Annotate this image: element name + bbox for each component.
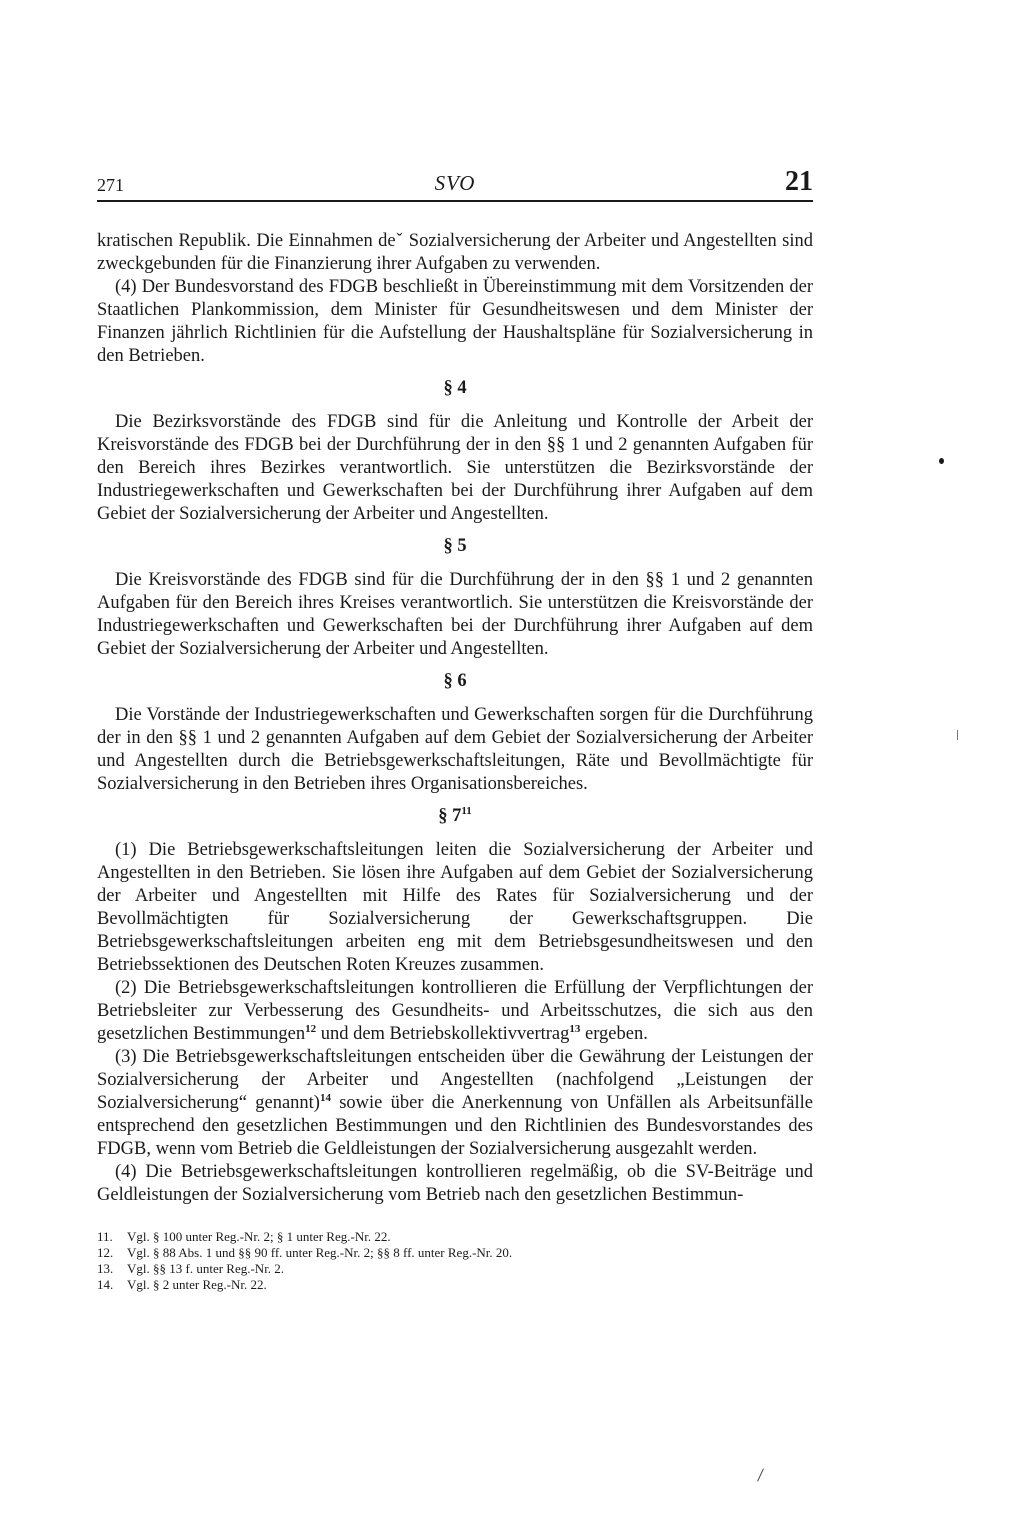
running-title: SVO <box>434 171 476 195</box>
footnote-ref-13: 13 <box>569 1022 581 1035</box>
page-header <box>97 160 813 202</box>
section-7-paragraph-1: (1) Die Betriebsgewerkschaftsleitungen leiten die Sozialversicherung der Arbeiter und Angestellten in den Betrieben. Sie lösen ihre Aufgaben auf dem Gebiet der Sozialversicherung der Arbeiter und Angestellten mit Hilfe des Rates für Sozialversicherung und der Bevollmächtigten für Sozialversicherung der Gewerkschaftsgruppen. Die Betriebsgewerkschaftsleitungen arbeiten eng mit dem Betriebsgesundheitswesen und den Betriebssektionen des Deutschen Roten Kreuzes zusammen. <box>97 840 813 975</box>
section-6-text: Die Vorstände der Industriegewerkschaften und Gewerkschaften sorgen für die Durchführung der in den §§ 1 und 2 genannten Aufgaben auf dem Gebiet der Sozialversicherung der Arbeiter und Angestellten durch die Betriebsgewerkschaftsleitungen, Räte und Bevollmächtigte für Sozialversicherung in den Betrieben ihres Organisationsbereiches. <box>97 705 813 794</box>
footnote-12 <box>97 1245 813 1261</box>
footnote-text: Vgl. § 2 unter Reg.-Nr. 22. <box>127 1277 267 1292</box>
document-page <box>97 160 813 1293</box>
page-number: 271 <box>97 175 124 195</box>
register-number: 21 <box>785 166 813 197</box>
section-7-p3-text-a: (3) Die Betriebsgewerkschaftsleitungen entscheiden über die Gewährung der Leistungen der Sozialversicherung der Arbeiter und Angestellten (nachfolgend „Leistungen der Sozialversicherung“ genannt) <box>97 1047 813 1113</box>
section-4-title: § 4 <box>443 378 467 398</box>
section-7-paragraph-3 <box>97 1046 813 1161</box>
section-7-p3-text-b: sowie über die Anerkennung von Unfällen als Arbeitsunfälle entsprechend den gesetzlichen Bestimmungen und den Richtlinien des Bundesvorstandes des FDGB, wenn vom Betrieb die Geldleistungen der Sozialversicherung ausgezahlt werden. <box>97 1093 813 1159</box>
footnotes <box>97 1229 813 1293</box>
paragraph-3-4: (4) Der Bundesvorstand des FDGB beschließt in Übereinstimmung mit dem Vorsitzenden der Staatlichen Plankommission, dem Minister für Gesundheitswesen und dem Minister der Finanzen jährlich Richtlinien für die Aufstellung der Haushaltspläne für Sozialversicherung in den Betrieben. <box>97 277 813 366</box>
section-5-text: Die Kreisvorstände des FDGB sind für die Durchführung der in den §§ 1 und 2 genannten Aufgaben für den Bereich ihres Kreises verantwortlich. Sie unterstützen die Kreisvorstände der Industriegewerkschaften und Gewerkschaften bei der Durchführung ihrer Aufgaben auf dem Gebiet der Sozialversicherung der Arbeiter und Angestellten. <box>97 570 813 659</box>
scan-tick-mark <box>957 730 958 740</box>
footnote-text: Vgl. § 88 Abs. 1 und §§ 90 ff. unter Reg.-Nr. 2; §§ 8 ff. unter Reg.-Nr. 20. <box>127 1245 513 1260</box>
section-7-title-text: § 7 <box>438 806 462 826</box>
footnote-number: 11. <box>97 1229 113 1244</box>
section-7-title <box>97 805 813 828</box>
section-7-paragraph-4: (4) Die Betriebsgewerkschaftsleitungen kontrollieren regelmäßig, ob die SV-Beiträge und Geldleistungen der Sozialversicherung vom Betrieb nach den gesetzlichen Bestimmun- <box>97 1162 813 1205</box>
scan-speck-mark <box>939 458 944 464</box>
section-7-paragraph-2 <box>97 977 813 1046</box>
footnote-14 <box>97 1277 813 1293</box>
footnote-text: Vgl. §§ 13 f. unter Reg.-Nr. 2. <box>127 1261 285 1276</box>
scan-slash-mark <box>757 1468 764 1481</box>
section-7-p2-text-b: und dem Betriebskollektivvertrag <box>316 1024 570 1044</box>
footnote-ref-12: 12 <box>305 1022 317 1035</box>
section-7-p2-text-a: (2) Die Betriebsgewerkschaftsleitungen kontrollieren die Erfüllung der Verpflichtungen der Betriebsleiter zur Verbesserung des Gesundheits- und Arbeitsschutzes, die sich aus den gesetzlichen Bestimmungen <box>97 978 813 1044</box>
section-7-p2-text-c: ergeben. <box>580 1024 648 1044</box>
section-6-title: § 6 <box>443 671 467 691</box>
paragraph-continuation: kratischen Republik. Die Einnahmen deˇ Sozialversicherung der Arbeiter und Angestellten sind zweckgebunden für die Finanzierung ihrer Aufgaben zu verwenden. <box>97 231 813 274</box>
footnote-11 <box>97 1229 813 1245</box>
footnote-ref-14: 14 <box>319 1091 331 1104</box>
footnote-number: 13. <box>97 1261 114 1276</box>
footnote-number: 12. <box>97 1245 114 1260</box>
footnote-text: Vgl. § 100 unter Reg.-Nr. 2; § 1 unter Reg.-Nr. 22. <box>127 1229 391 1244</box>
section-5-title: § 5 <box>443 536 467 556</box>
footnote-ref-11: 11 <box>461 804 472 817</box>
footnote-number: 14. <box>97 1277 114 1292</box>
footnote-13 <box>97 1261 813 1277</box>
section-4-text: Die Bezirksvorstände des FDGB sind für die Anleitung und Kontrolle der Arbeit der Kreisvorstände des FDGB bei der Durchführung der in den §§ 1 und 2 genannten Aufgaben für den Bereich ihres Bezirkes verantwortlich. Sie unterstützen die Bezirksvorstände der Industriegewerkschaften und Gewerkschaften bei der Durchführung ihrer Aufgaben auf dem Gebiet der Sozialversicherung der Arbeiter und Angestellten. <box>97 412 813 524</box>
document-body <box>97 230 813 1207</box>
